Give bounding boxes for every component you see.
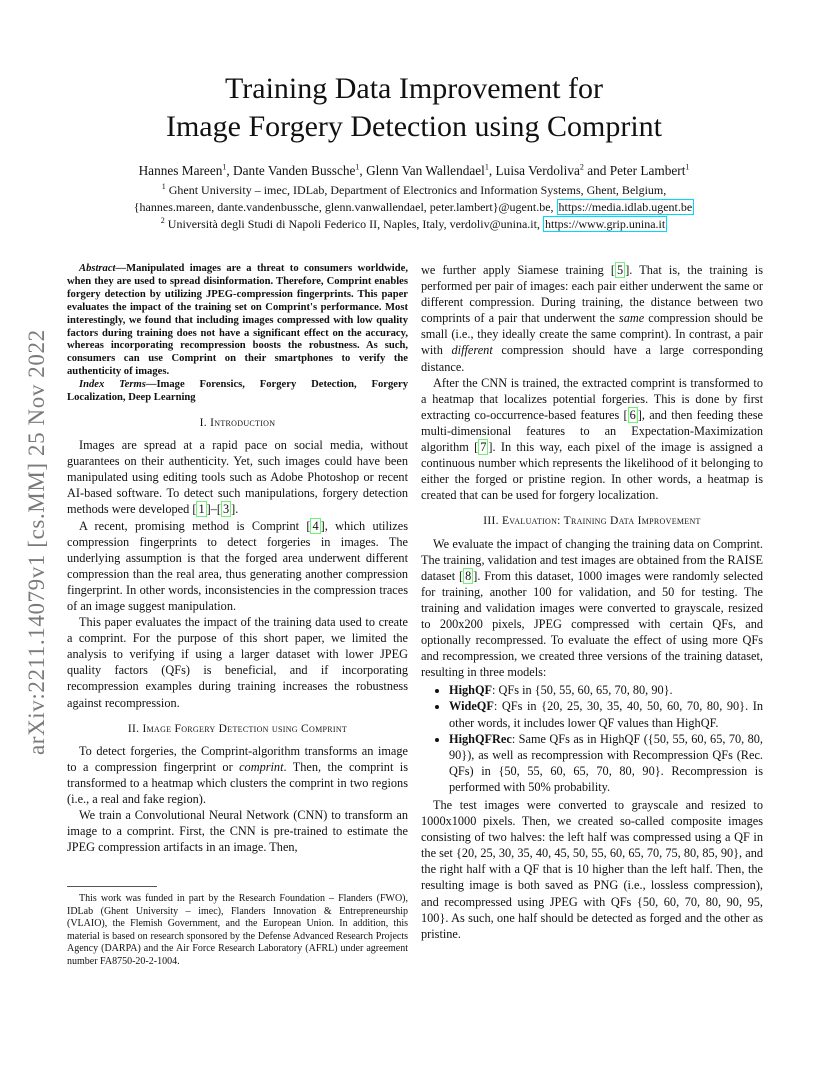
affiliation-1-emails (0, 199, 828, 216)
author-name: Hannes Mareen (138, 163, 223, 178)
paragraph-text: compression should be small (i.e., they ideally create the same comprint). In contrast, a pair with (421, 311, 763, 358)
citation-link[interactable]: 3 (222, 502, 230, 517)
paragraph-text: compression should have a large corresponding distance. (421, 343, 764, 374)
footnote-text: This work was funded in part by the Research Foundation – Flanders (FWO), IDLab (Ghent University – imec), Flanders Innovation & Entrepreneurship (VLAIO), the Flemish Government, and the European Union. In addition, this material is based on research sponsored by the Defense Advanced Research Projects Agency (DARPA) and the Air Force Research Laboratory (AFRL) under agreement number FA8750-20-2-1004. (67, 893, 408, 967)
emphasis: different (451, 343, 493, 358)
list-item (449, 698, 763, 730)
citation-link[interactable]: 5 (617, 263, 624, 277)
author-name: Peter Lambert (609, 163, 686, 178)
list-item (449, 682, 763, 698)
paragraph-text: To detect forgeries, the Comprint-algorithm transforms an image to a compression fingerprint or (67, 743, 408, 774)
paragraph-text: – (210, 502, 217, 517)
model-description: : QFs in {20, 25, 30, 35, 40, 50, 60, 70, 80, 90}. In other words, it includes lower QF values than HighQF. (449, 699, 763, 730)
paragraph (67, 743, 408, 807)
idlab-url-link[interactable]: https://media.idlab.ugent.be (558, 200, 693, 214)
email-list: {hannes.mareen, dante.vandenbussche, glenn.vanwallendael, peter.lambert}@ugent.be, (133, 200, 554, 214)
index-terms (67, 379, 408, 405)
section-heading-introduction: I. Introduction (199, 416, 276, 429)
model-description: : QFs in {50, 55, 60, 65, 70, 80, 90}. (492, 683, 673, 698)
model-description: : Same QFs as in HighQF ({50, 55, 60, 65, 70, 80, 90}), as well as recompression with Recompression QFs (Rec. QFs) in {50, 55, 60, 65, 70, 80, 90}. Recompression is performed with 50% probability. (449, 731, 763, 794)
footnote-rule (67, 886, 157, 887)
paragraph-text: . In this way, each pixel of the image is assigned a continuous number which represents the likelihood of it belonging to either the forged or pristine region. In other words, a heatmap is created that can be used for forgery localization. (421, 440, 763, 503)
affiliation-1 (0, 182, 828, 199)
grip-url-link[interactable]: https://www.grip.unina.it (544, 217, 666, 231)
paragraph-text: After the CNN is trained, the extracted comprint is transformed to a heatmap that localizes potential forgeries. This is done by first extracting co-occurrence-based features (421, 375, 763, 422)
paragraph-text: . (235, 502, 239, 517)
paragraph-text: . From this dataset, 1000 images were randomly selected for training, another 100 for validation, and 50 for testing. The training and validation images were converted to grayscale, resized to 200x200 pixels, JPEG compressed with certain QFs, and optionally recompressed. To evaluate the effect of using more QFs and recompression, we created three versions of the training dataset, resulting in three models: (421, 568, 763, 680)
paragraph-text: We evaluate the impact of changing the training data on Comprint. The training, validation and test images are obtained from the RAISE dataset (421, 536, 763, 583)
title-line-1: Training Data Improvement for (225, 72, 603, 105)
paragraph: we further apply Siamese training [ 5 ]. That is, the training is performed per pair of images: each pair either underwent the same or different compression. During training, the distance between two comprints of a pair that underwent the same compression should be small (i.e., they ideally create the same comprint). In contrast, a pair with different compression should have a large corresponding distance. (421, 263, 764, 374)
section-heading-comprint: II. Image Forgery Detection using Comprint (127, 722, 348, 735)
paragraph-text: Images are spread at a rapid pace on social media, without guarantees on their authenticity. Yet, such images could have been manipulated using editing tools such as Adobe Photoshop or recent AI-based software. To detect such manipulations, forgery detection methods were developed (67, 438, 408, 517)
citation-link[interactable]: 7 (480, 440, 487, 455)
affiliation-2 (0, 216, 828, 233)
paragraph-text: A recent, promising method is Comprint (79, 518, 307, 533)
author-name: Glenn Van Wallendael (366, 163, 485, 178)
model-name: WideQF (449, 699, 494, 714)
left-column (67, 263, 408, 855)
list-item (449, 731, 763, 795)
model-list (421, 682, 763, 795)
model-name: HighQF (449, 683, 493, 698)
emphasis: comprint (239, 759, 284, 774)
paragraph: We evaluate the impact of changing the training data on Comprint. The training, validation and test images are obtained from the RAISE dataset [ 8 ]. From this dataset, 1000 images were randomly selected for training, another 100 for validation, and 50 for testing. The training and validation images were converted to grayscale, resized to 200x200 pixels, JPEG compressed with certain QFs, and optionally recompressed. To evaluate the effect of using more QFs and recompression, we created three versions of the training dataset, resulting in three models: (421, 536, 763, 680)
title-line-2: Image Forgery Detection using Comprint (165, 110, 663, 143)
arxiv-identifier: arXiv:2211.14079v1 [cs.MM] 25 Nov 2022 (24, 329, 49, 755)
index-terms-label: Index Terms (79, 379, 146, 391)
footnote (67, 893, 408, 969)
index-terms-text: —Image Forensics, Forgery Detection, Forgery Localization, Deep Learning (67, 379, 408, 404)
citation-link[interactable]: 4 (312, 518, 319, 533)
author-affiliation-mark: 2 (579, 162, 584, 172)
paragraph-text: , and then feeding these multi-dimensional features to an Expectation-Maximization algorithm (421, 407, 763, 455)
author-name: Luisa Verdoliva (495, 163, 580, 178)
author-name: Dante Vanden Bussche (233, 163, 356, 178)
paragraph-text: . Then, the comprint is transformed to a heatmap which clusters the comprint in two regions (i.e., a real and fake region). (67, 759, 408, 807)
paragraph-text: , which utilizes compression fingerprints to detect forgeries in images. The underlying assumption is that the forged area underwent different compression than the real area, thus generating another compression fingerprint. In other words, inconsistencies in the compression traces of an image suggest manipulation. (67, 518, 409, 613)
author-affiliation-mark: 1 (355, 162, 360, 172)
affiliation-number: 1 (161, 182, 166, 191)
citation-link[interactable]: 1 (198, 502, 205, 517)
paragraph: A recent, promising method is Comprint [ 4 ], which utilizes compression fingerprints to detect forgeries in images. The underlying assumption is that the forged area underwent different compression than the real area, thus generating another compression fingerprint. In other words, inconsistencies in the compression traces of an image suggest manipulation. (67, 518, 409, 613)
emphasis: same (618, 311, 645, 326)
paragraph: The test images were converted to grayscale and resized to 1000x1000 pixels. Then, we created so-called composite images consisting of two halves: the left half was compressed using a QF in the set {20, 25, 30, 35, 40, 45, 50, 55, 60, 65, 70, 75, 80, 85, 90}, and the right half with a QF that is 10 higher than the left half. Then, the resulting image is both saved as PNG (i.e., lossless compression), and recompressed using JPEG with QFs {50, 60, 70, 80, 90, 95, 100}. As such, one half should be detected as forged and the other as pristine. (421, 798, 763, 941)
paragraph: We train a Convolutional Neural Network (CNN) to transform an image to a comprint. First, the CNN is pre-trained to estimate the JPEG compression artifacts in an image. Then, (67, 808, 408, 855)
right-column (421, 262, 763, 942)
abstract-text: —Manipulated images are a threat to consumers worldwide, when they are used to spread disinformation. Therefore, Comprint enables forgery detection by utilizing JPEG-compression fingerprints. This paper evaluates the impact of the training set on Comprint's performance. Most interestingly, we found that including images compressed with low quality factors during training does not have a significant effect on the accuracy, whereas incorporating recompression boosts the robustness. As such, consumers can use Comprint on their smartphones to verify the authenticity of images. (67, 263, 408, 378)
author-affiliation-mark: 1 (222, 162, 227, 172)
citation-link[interactable]: 6 (629, 407, 636, 422)
paragraph: Images are spread at a rapid pace on social media, without guarantees on their authenticity. Yet, such images could have been manipulated using editing tools such as Adobe Photoshop or recent AI-based software. To detect such manipulations, forgery detection methods were developed [ 1 ]–[ 3 ]. (67, 438, 408, 517)
paper-title (0, 70, 828, 146)
author-list: Hannes Mareen$^1$, Dante Vanden Bussche$^1$, Glenn Van Wallendael$^1$, Luisa Verdoliva$^2$ and Peter Lambert$^1$ (138, 162, 690, 178)
abstract (67, 263, 408, 379)
model-name: HighQFRec (449, 731, 512, 746)
affiliation-text: Ghent University – imec, IDLab, Department of Electronics and Information Systems, Ghent, Belgium, (168, 183, 667, 197)
affiliation-text: Università degli Studi di Napoli Federico II, Naples, Italy, verdoliv@unina.it, (167, 217, 540, 231)
paragraph: This paper evaluates the impact of the training data used to create a comprint. For the purpose of this short paper, we limited the analysis to verifying if using a larger dataset with lower JPEG quality factors (QFs) is beneficial, and if incorporating recompression examples during training increases the robustness against recompression. (67, 615, 408, 710)
section-heading-evaluation: III. Evaluation: Training Data Improvement (483, 515, 701, 528)
paragraph: After the CNN is trained, the extracted comprint is transformed to a heatmap that localizes potential forgeries. This is done by first extracting co-occurrence-based features [ 6 ], and then feeding these multi-dimensional features to an Expectation-Maximization algorithm [ 7 ]. In this way, each pixel of the image is assigned a continuous number which represents the likelihood of it belonging to either the forged or pristine region. In other words, a heatmap is created that can be used for forgery localization. (421, 375, 763, 503)
paragraph-text: . That is, the training is performed per pair of images: each pair either underwent the same or different compression. During training, the distance between two comprints of a pair that underwent the (421, 263, 763, 326)
affiliation-number: 2 (160, 216, 165, 225)
citation-link[interactable]: 8 (465, 568, 472, 583)
abstract-label: Abstract (79, 263, 116, 274)
author-affiliation-mark: 1 (685, 162, 690, 172)
paragraph-text: we further apply Siamese training (421, 263, 611, 277)
author-affiliation-mark: 1 (484, 162, 489, 172)
